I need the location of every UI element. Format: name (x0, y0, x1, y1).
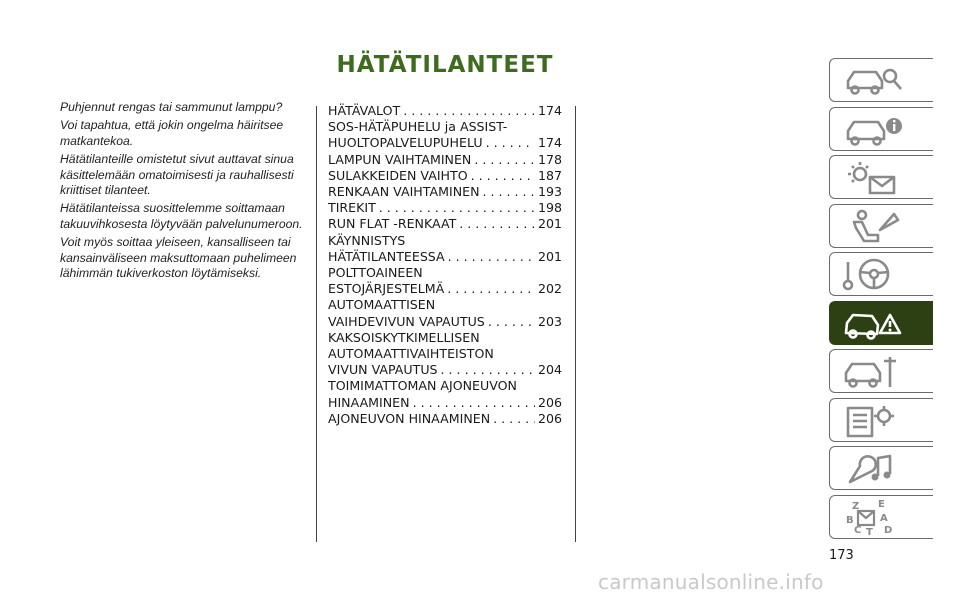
toc-page-number: 198 (537, 200, 562, 216)
intro-paragraph: Hätätilanteille omistetut sivut auttavat sinua käsittelemään omatoimisesti ja rauhallisesti kriittiset tilanteet. (60, 152, 294, 198)
tab-alphabet-index[interactable] (829, 495, 933, 539)
index-letter: D (884, 524, 893, 536)
toc-page-number: 204 (537, 362, 562, 378)
toc-leader-dots (488, 314, 535, 330)
toc-entry-label: AJONEUVON HINAAMINEN (328, 410, 491, 426)
toc-entry-label: VIVUN VAPAUTUS (328, 362, 438, 378)
alphabet-index-icon (838, 499, 928, 537)
toc-leader-dots (483, 184, 535, 200)
intro-text (60, 100, 310, 284)
index-letter: C (854, 524, 862, 536)
toc-entry-line (328, 249, 562, 265)
toc-entry-label: LAMPUN VAIHTAMINEN (328, 151, 472, 167)
toc-entry[interactable] (328, 297, 562, 329)
tab-car-search[interactable] (829, 58, 933, 102)
tab-light-message[interactable] (829, 155, 933, 199)
toc-entry-line (328, 216, 562, 232)
toc-entry-line (328, 103, 562, 119)
toc-entry-label: HÄTÄVALOT (328, 103, 401, 118)
toc-entry[interactable] (328, 200, 562, 216)
toc-entry-line (328, 314, 562, 330)
car-warning-icon (838, 305, 928, 343)
toc-entry-line (328, 362, 562, 378)
table-of-contents (328, 103, 562, 427)
tab-media[interactable] (829, 446, 933, 490)
toc-entry-label: AUTOMAATTIVAIHTEISTON (328, 346, 494, 362)
toc-entry-line (328, 184, 562, 200)
toc-entry[interactable] (328, 378, 562, 410)
toc-leader-dots (379, 200, 535, 216)
toc-page-number: 174 (537, 135, 562, 151)
maintenance-gear-icon (838, 402, 928, 440)
toc-page-number: 174 (537, 103, 562, 118)
toc-leader-dots (413, 395, 535, 411)
toc-entry-label: RUN FLAT -RENKAAT (328, 216, 457, 232)
key-steering-wheel-icon (838, 256, 928, 294)
toc-leader-dots (403, 103, 535, 119)
toc-entry[interactable] (328, 152, 562, 168)
index-letter: T (866, 526, 873, 537)
intro-paragraph: Hätätilanteissa suosittelemme soittamaan takuuvihkosesta löytyvään palvelunumeroon. (60, 201, 303, 231)
page-title: HÄTÄTILANTEET (336, 52, 554, 78)
toc-leader-dots (441, 362, 535, 378)
toc-entry[interactable] (328, 330, 562, 379)
toc-entry-line (328, 395, 562, 411)
toc-page-number: 202 (537, 281, 562, 297)
toc-page-number: 193 (537, 184, 562, 200)
toc-entry-label: TOIMIMATTOMAN AJONEUVON (328, 378, 517, 394)
toc-entry[interactable] (328, 103, 562, 119)
column-divider-right (575, 106, 576, 542)
toc-entry[interactable] (328, 233, 562, 265)
toc-entry-label: HINAAMINEN (328, 394, 410, 410)
seat-airbag-icon (838, 208, 928, 246)
column-divider-left (316, 106, 317, 542)
toc-page-number: 201 (537, 216, 562, 232)
toc-entry-label: HUOLTOPALVELUPUHELU (328, 135, 483, 151)
toc-entry-label: AUTOMAATTISEN (328, 297, 436, 313)
index-letter: E (878, 498, 885, 510)
toc-entry[interactable] (328, 119, 562, 151)
toc-entry-line (328, 152, 562, 168)
toc-entry-line (328, 168, 562, 184)
toc-page-number: 206 (537, 410, 562, 426)
index-letter: B (846, 514, 854, 526)
toc-page-number: 178 (537, 151, 562, 167)
car-search-icon (838, 62, 928, 100)
toc-leader-dots (448, 249, 535, 265)
toc-entry-label: RENKAAN VAIHTAMINEN (328, 184, 480, 200)
toc-entry-label: SOS-HÄTÄPUHELU ja ASSIST- (328, 119, 508, 135)
intro-paragraph: Puhjennut rengas tai sammunut lamppu? (60, 100, 283, 114)
intro-paragraph: Voi tapahtua, että jokin ongelma häiritsee matkantekoa. (60, 118, 284, 148)
tab-key-steering-wheel[interactable] (829, 252, 933, 296)
toc-leader-dots (471, 168, 535, 184)
page-number: 173 (829, 548, 854, 563)
tab-car-info[interactable] (829, 107, 933, 151)
toc-entry-label: ESTOJÄRJESTELMÄ (328, 281, 445, 297)
tab-car-tools[interactable] (829, 349, 933, 393)
toc-page-number: 206 (537, 394, 562, 410)
chapter-tabs (829, 58, 935, 543)
toc-entry-label: SULAKKEIDEN VAIHTO (328, 167, 468, 183)
toc-entry-label: VAIHDEVIVUN VAPAUTUS (328, 313, 485, 329)
toc-leader-dots (474, 152, 535, 168)
tab-maintenance[interactable] (829, 398, 933, 442)
toc-entry[interactable] (328, 265, 562, 297)
toc-entry[interactable] (328, 168, 562, 184)
tab-seat-airbag[interactable] (829, 204, 933, 248)
toc-entry-label: KAKSOISKYTKIMELLISEN (328, 329, 480, 345)
media-note-icon (838, 450, 928, 488)
toc-leader-dots (486, 135, 535, 151)
car-tools-icon (838, 353, 928, 391)
toc-entry-label: POLTTOAINEEN (328, 265, 423, 281)
toc-entry[interactable] (328, 411, 562, 427)
toc-leader-dots (447, 281, 535, 297)
index-letter: Z (852, 500, 860, 512)
toc-entry[interactable] (328, 216, 562, 232)
toc-page-number: 187 (537, 167, 562, 183)
toc-entry-label: TIREKIT (328, 200, 376, 216)
car-info-icon (838, 111, 928, 149)
toc-entry-label: KÄYNNISTYS (328, 232, 406, 248)
toc-entry[interactable] (328, 184, 562, 200)
toc-entry-line (328, 281, 562, 297)
toc-page-number: 201 (537, 248, 562, 264)
index-letter: A (880, 512, 888, 524)
tab-car-warning[interactable] (829, 301, 933, 345)
toc-entry-label: HÄTÄTILANTEESSA (328, 248, 445, 264)
toc-entry-line (328, 411, 562, 427)
toc-page-number: 203 (537, 313, 562, 329)
intro-paragraph: Voit myös soittaa yleiseen, kansalliseen tai kansainväliseen maksuttomaan puhelimeen lähimmän tukiverkoston löytämiseksi. (60, 235, 297, 281)
toc-leader-dots (493, 411, 535, 427)
toc-entry-line (328, 135, 562, 151)
toc-leader-dots (459, 216, 535, 232)
light-message-icon (838, 159, 928, 197)
watermark: carmanualsonline.info (598, 570, 824, 594)
toc-entry-line (328, 200, 562, 216)
